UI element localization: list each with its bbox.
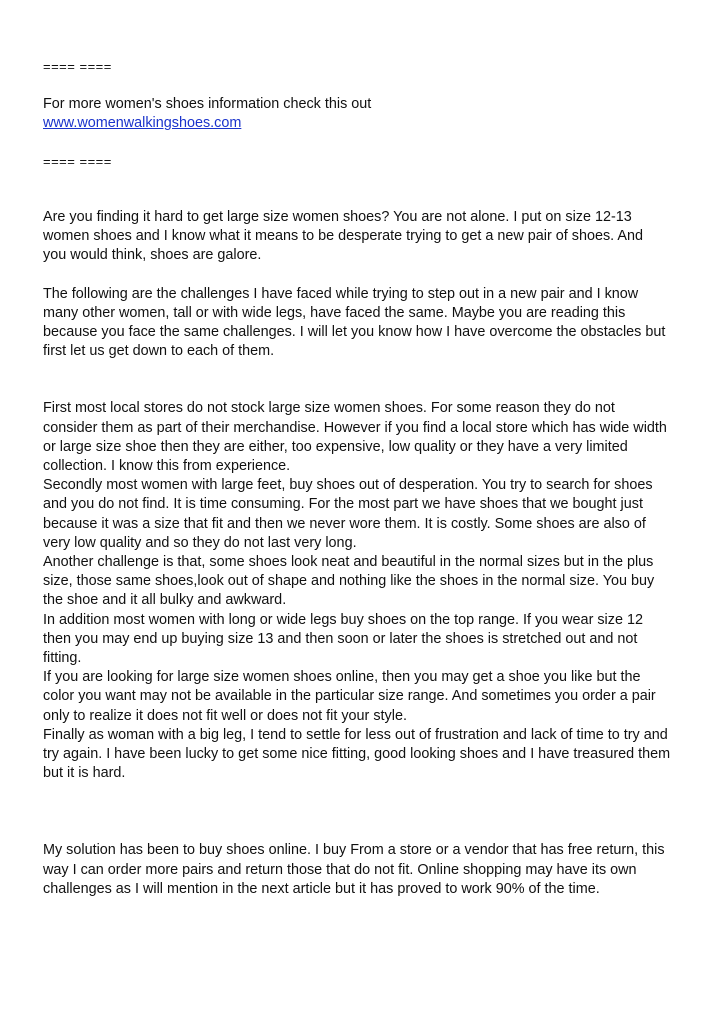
paragraph-line: If you are looking for large size women shoes online, then you may get a shoe you like but the (43, 669, 641, 686)
paragraph-line: The following are the challenges I have faced while trying to step out in a new pair and I know (43, 285, 639, 302)
document-page (43, 57, 693, 899)
paragraph-line: first let us get down to each of them. (43, 343, 275, 360)
spacer (43, 783, 693, 841)
separator-top: ==== ==== (43, 59, 112, 74)
spacer (43, 171, 693, 208)
paragraph-solution (43, 841, 693, 899)
paragraph-line: Another challenge is that, some shoes look neat and beautiful in the normal sizes but in the plus (43, 554, 654, 571)
paragraph-line: Secondly most women with large feet, buy shoes out of desperation. You try to search for shoes (43, 477, 653, 494)
paragraph-line: then you may end up buying size 13 and then soon or later the shoes is stretched out and not (43, 630, 638, 647)
paragraph-line: challenges as I will mention in the next article but it has proved to work 90% of the time. (43, 880, 600, 897)
spacer (43, 133, 693, 152)
paragraph-challenges-intro (43, 285, 693, 362)
paragraph-line: the shoe and it all bulky and awkward. (43, 592, 287, 609)
paragraph-line: consider them as part of their merchandise. However if you find a local store which has wide width (43, 419, 667, 436)
promo-text: For more women's shoes information check this out (43, 96, 372, 112)
paragraph-line: way I can order more pairs and return those that do not fit. Online shopping may have its own (43, 861, 637, 878)
paragraph-line: collection. I know this from experience. (43, 458, 291, 475)
paragraph-line: Are you finding it hard to get large size women shoes? You are not alone. I put on size 12-13 (43, 209, 632, 225)
spacer (43, 266, 693, 285)
paragraph-line: fitting. (43, 650, 82, 667)
paragraph-line: First most local stores do not stock large size women shoes. For some reason they do not (43, 400, 615, 417)
paragraph-line: because you face the same challenges. I will let you know how I have overcome the obstacles but (43, 324, 666, 341)
paragraph-line: Finally as woman with a big leg, I tend to settle for less out of frustration and lack of time to try and (43, 726, 668, 743)
paragraph-line: and you do not find. It is time consuming. For the most part we have shoes that we bought just (43, 496, 643, 513)
paragraph-line: only to realize it does not fit well or does not fit your style. (43, 707, 407, 724)
paragraph-line: but it is hard. (43, 765, 126, 782)
paragraph-line: many other women, tall or with wide legs, have faced the same. Maybe you are reading this (43, 304, 626, 321)
paragraph-line: In addition most women with long or wide legs buy shoes on the top range. If you wear size 12 (43, 611, 643, 628)
paragraph-intro (43, 208, 693, 266)
paragraph-line: try again. I have been lucky to get some nice fitting, good looking shoes and I have treasured them (43, 746, 671, 763)
promo-link[interactable]: www.womenwalkingshoes.com (43, 115, 242, 131)
paragraph-line: size, those same shoes,look out of shape and nothing like the shoes in the normal size. You buy (43, 573, 655, 590)
paragraph-line: women shoes and I know what it means to be desperate trying to get a new pair of shoes. And (43, 228, 643, 245)
paragraph-line: you would think, shoes are galore. (43, 247, 262, 264)
paragraph-line: or large size shoe then they are either, too expensive, low quality or they have a very limited (43, 438, 628, 455)
header-block (43, 57, 693, 171)
paragraph-line: color you want may not be available in the particular size range. And sometimes you order a pair (43, 688, 656, 705)
paragraph-line: My solution has been to buy shoes online. I buy From a store or a vendor that has free return, this (43, 842, 665, 859)
paragraph-line: very low quality and so they do not last very long. (43, 534, 357, 551)
separator-bottom: ==== ==== (43, 154, 112, 169)
spacer (43, 361, 693, 399)
spacer (43, 76, 693, 95)
paragraph-challenges-list (43, 399, 693, 783)
paragraph-line: because it was a size that fit and then we never wore them. It is costly. Some shoes are also of (43, 515, 646, 532)
